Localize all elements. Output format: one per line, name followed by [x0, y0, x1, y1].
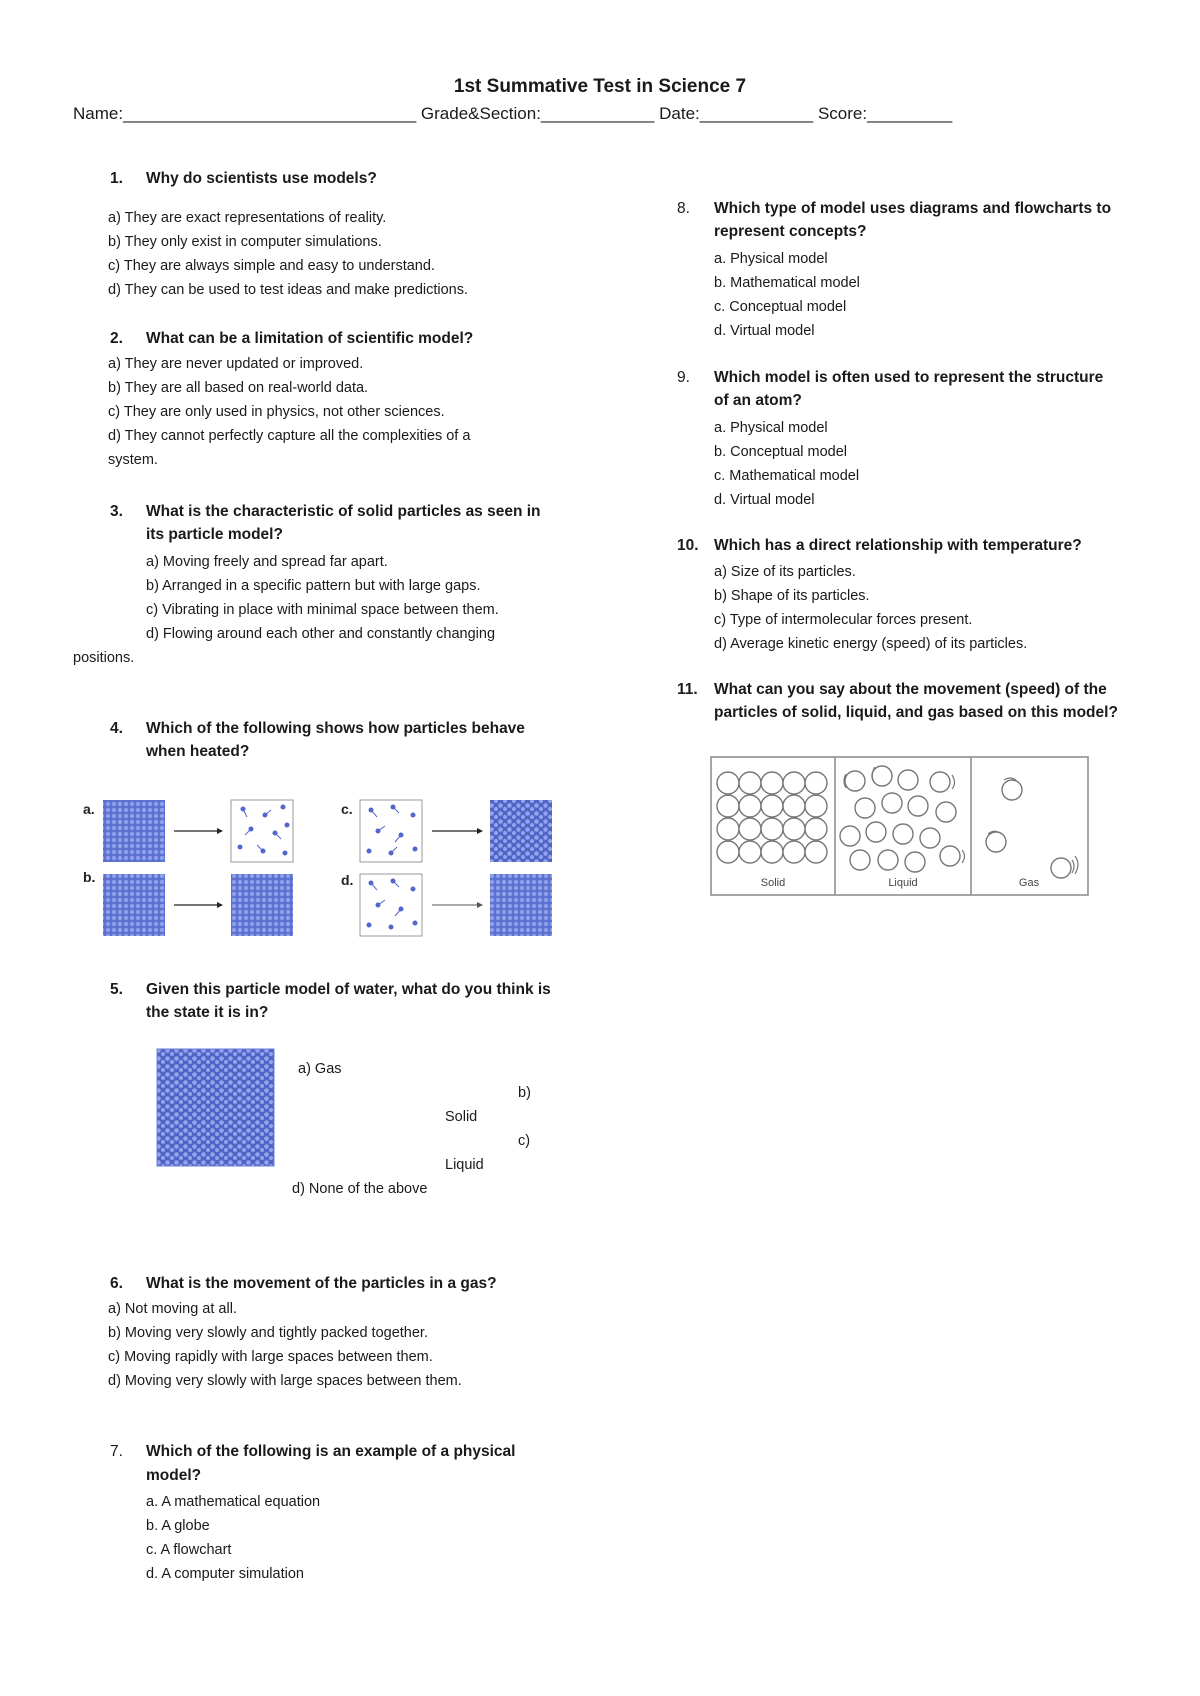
- solid-label: Solid: [760, 877, 786, 889]
- score-field[interactable]: Score:_________: [817, 104, 953, 123]
- option-b[interactable]: b) They only exist in computer simulations.: [108, 234, 382, 250]
- option-d[interactable]: d) They cannot perfectly capture all the complexities of a: [108, 428, 471, 444]
- diagram-label-d: d.: [341, 872, 354, 888]
- question-3-options: [146, 550, 499, 646]
- option-c[interactable]: c. Conceptual model: [714, 299, 847, 315]
- option-a[interactable]: a) Moving freely and spread far apart.: [146, 554, 388, 570]
- option-b[interactable]: b) They are all based on real-world data.: [108, 380, 369, 396]
- name-field[interactable]: Name:_______________________________: [73, 104, 417, 123]
- question-number: 5.: [110, 981, 123, 998]
- question-number: 2.: [110, 330, 123, 347]
- question-text: Which of the following is an example of a physical: [146, 1443, 516, 1460]
- diagram-label-b: b.: [83, 869, 96, 885]
- question-2-options: [108, 352, 470, 472]
- grade-section-field[interactable]: Grade&Section:____________: [420, 104, 655, 123]
- option-d[interactable]: d. Virtual model: [714, 492, 815, 508]
- option-d-continued: system.: [108, 452, 158, 468]
- option-d[interactable]: d) Moving very slowly with large spaces between them.: [108, 1373, 462, 1389]
- states-of-matter-model: [710, 756, 1090, 898]
- option-d-continued: positions.: [73, 650, 135, 666]
- option-d[interactable]: d. A computer simulation: [146, 1566, 304, 1582]
- option-b[interactable]: b. A globe: [146, 1518, 210, 1534]
- question-text-continued: the state it is in?: [146, 1004, 269, 1021]
- liquid-label: Liquid: [888, 877, 918, 889]
- option-a[interactable]: a) They are never updated or improved.: [108, 356, 364, 372]
- question-text: Which type of model uses diagrams and flowcharts to: [714, 200, 1112, 217]
- question-text: What is the movement of the particles in a gas?: [146, 1275, 497, 1292]
- option-c[interactable]: c) They are only used in physics, not other sciences.: [108, 404, 445, 420]
- question-9-options: [714, 416, 859, 512]
- question-text: What can be a limitation of scientific model?: [146, 330, 474, 347]
- question-text: Given this particle model of water, what do you think is: [146, 981, 551, 998]
- water-particle-model: [156, 1048, 276, 1168]
- question-1-options: [108, 206, 468, 302]
- question-number: 11.: [677, 681, 698, 698]
- option-b-text: Solid: [445, 1109, 478, 1125]
- question-6-options: [108, 1297, 462, 1393]
- question-text-continued: its particle model?: [146, 526, 283, 543]
- option-d[interactable]: d) They can be used to test ideas and make predictions.: [108, 282, 469, 298]
- option-c[interactable]: c. Mathematical model: [714, 468, 860, 484]
- question-number: 8.: [677, 200, 690, 217]
- question-text-continued: of an atom?: [714, 392, 802, 409]
- question-text: What can you say about the movement (speed) of the: [714, 681, 1107, 698]
- option-d[interactable]: d) Average kinetic energy (speed) of its particles.: [714, 636, 1028, 652]
- option-a[interactable]: a) Size of its particles.: [714, 564, 856, 580]
- question-number: 3.: [110, 503, 123, 520]
- question-10-options: [714, 560, 1027, 656]
- option-b[interactable]: b. Conceptual model: [714, 444, 847, 460]
- option-d[interactable]: d) None of the above: [292, 1181, 428, 1197]
- question-number: 7.: [110, 1443, 123, 1460]
- option-a[interactable]: a. Physical model: [714, 420, 828, 436]
- question-text-continued: model?: [146, 1467, 202, 1484]
- option-c-text: Liquid: [445, 1157, 484, 1173]
- question-text-continued: particles of solid, liquid, and gas based on this model?: [714, 704, 1118, 721]
- question-text: Why do scientists use models?: [146, 170, 377, 187]
- option-b[interactable]: b): [518, 1085, 531, 1101]
- question-number: 10.: [677, 537, 699, 554]
- question-text-continued: when heated?: [146, 743, 250, 760]
- option-c[interactable]: c) Moving rapidly with large spaces between them.: [108, 1349, 433, 1365]
- page-title: 1st Summative Test in Science 7: [453, 76, 747, 97]
- gas-label: Gas: [1018, 877, 1040, 889]
- option-d[interactable]: d) Flowing around each other and constantly changing: [146, 626, 496, 642]
- question-text-continued: represent concepts?: [714, 223, 867, 240]
- option-c[interactable]: c. A flowchart: [146, 1542, 232, 1558]
- question-number: 1.: [110, 170, 123, 187]
- option-a[interactable]: a) Not moving at all.: [108, 1301, 237, 1317]
- question-number: 4.: [110, 720, 123, 737]
- question-text: What is the characteristic of solid particles as seen in: [146, 503, 541, 520]
- option-b[interactable]: b) Moving very slowly and tightly packed together.: [108, 1325, 428, 1341]
- option-a[interactable]: a. Physical model: [714, 251, 828, 267]
- diagram-label-a: a.: [83, 801, 95, 817]
- option-c[interactable]: c) Type of intermolecular forces present.: [714, 612, 973, 628]
- option-b[interactable]: b) Arranged in a specific pattern but with large gaps.: [146, 578, 481, 594]
- option-c[interactable]: c): [518, 1133, 531, 1149]
- question-text: Which of the following shows how particles behave: [146, 720, 525, 737]
- question-text: Which has a direct relationship with temperature?: [714, 537, 1082, 554]
- date-field[interactable]: Date:____________: [659, 104, 814, 123]
- option-b[interactable]: b. Mathematical model: [714, 275, 860, 291]
- question-number: 9.: [677, 369, 690, 386]
- option-c[interactable]: c) They are always simple and easy to understand.: [108, 258, 435, 274]
- question-number: 6.: [110, 1275, 123, 1292]
- option-a[interactable]: a. A mathematical equation: [146, 1494, 321, 1510]
- dense-particles-box: [103, 800, 165, 862]
- question-8-options: [714, 247, 860, 343]
- question-text: Which model is often used to represent the structure: [714, 369, 1104, 386]
- student-info-line: [73, 104, 952, 124]
- question-7-options: [146, 1490, 320, 1586]
- diagram-label-c: c.: [341, 801, 353, 817]
- option-b[interactable]: b) Shape of its particles.: [714, 588, 870, 604]
- heating-particle-diagrams: [75, 795, 565, 945]
- option-c[interactable]: c) Vibrating in place with minimal space between them.: [146, 602, 499, 618]
- option-d[interactable]: d. Virtual model: [714, 323, 815, 339]
- option-a[interactable]: a) They are exact representations of reality.: [108, 210, 387, 226]
- option-a[interactable]: a) Gas: [298, 1061, 342, 1077]
